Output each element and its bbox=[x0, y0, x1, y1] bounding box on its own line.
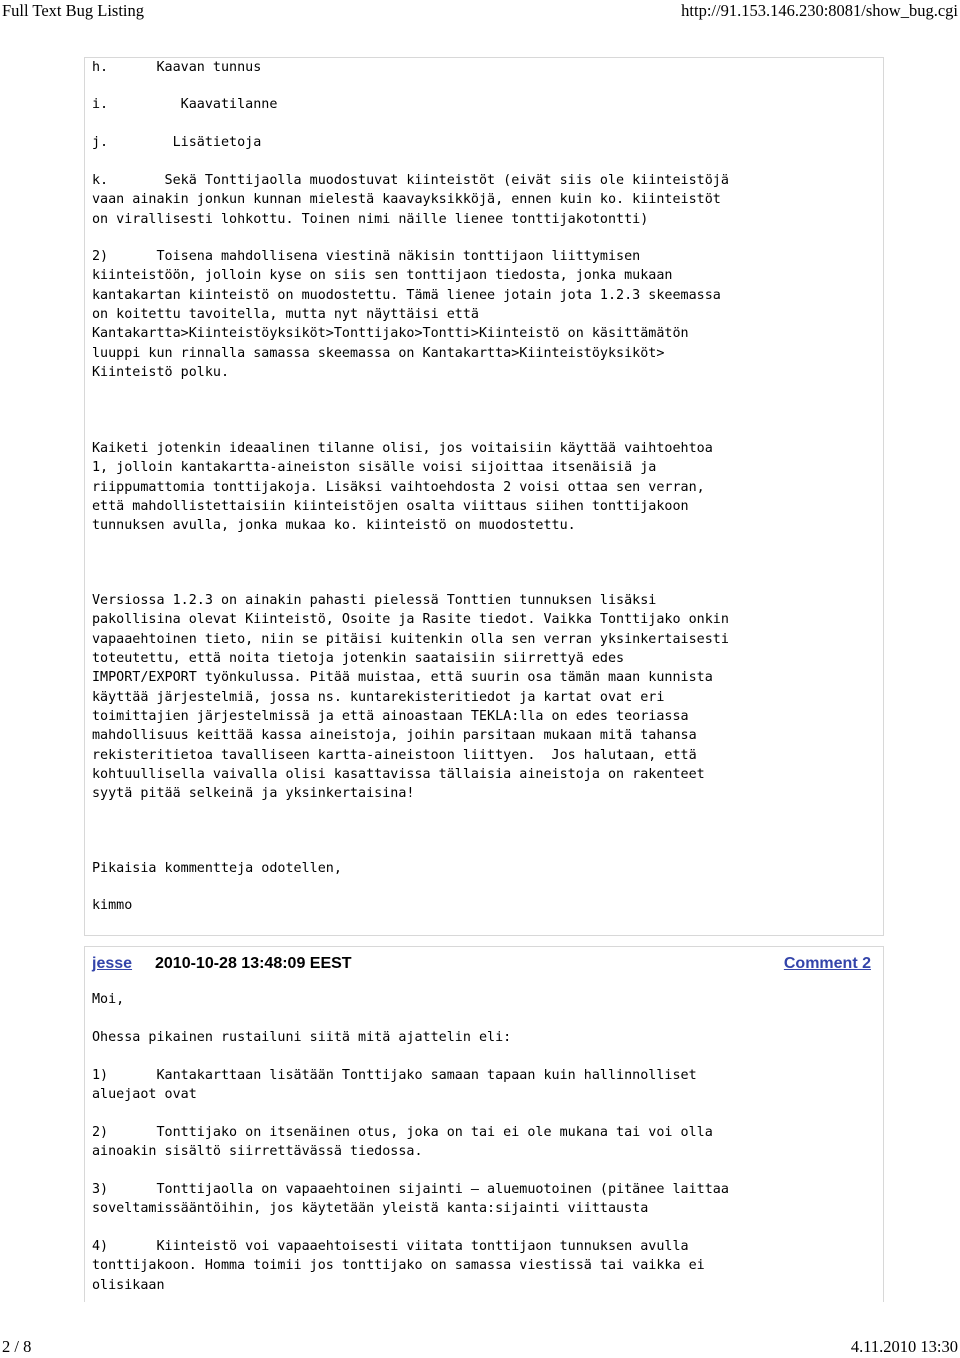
print-datetime: 4.11.2010 13:30 bbox=[850, 1337, 958, 1356]
comment-1-closing: Pikaisia kommentteja odotellen, bbox=[92, 861, 342, 876]
comment-2-item-3: 3) Tonttijaolla on vapaaehtoinen sijainti – aluemuotoinen (pitänee laittaa soveltamissääntöihin, jos käytetään yleistä kanta:sijainti viittausta bbox=[92, 1182, 729, 1217]
comment-1-line-j: j. Lisätietoja bbox=[92, 135, 262, 150]
print-header bbox=[0, 0, 960, 22]
comment-1-signature: kimmo bbox=[92, 898, 133, 913]
comment-1-para-version: Versiossa 1.2.3 on ainakin pahasti pielessä Tonttien tunnuksen lisäksi pakollisina olevat Kiinteistö, Osoite ja Rasite tiedot. Vaikka Tonttijako onkin vapaaehtoinen tieto, niin se pitäisi kuitenkin olla sen verran yksinkertaisesti toteutettu, että noita tietoja jotenkin saataisiin siirrettyä edes IMPORT/EXPORT työnkulussa. Pitää muistaa, että suurin osa tämän maan kunnista käyttää järjestelmiä, jossa ns. kuntarekisteritiedot ja kartat ovat eri toimittajien järjestelmissä ja että ainoastaan TEKLA:lla on edes teoriassa mahdollisuus keittää kassa aineistoja, joihin parsitaan mukaan mitä tahansa rekisteritietoa tavalliseen kartta-aineistoon liittyen. Jos halutaan, että kohtuullisella vaivalla olisi kasattavissa tällaisia aineistoja on rakenteet syytä pitää selkeinä ja yksinkertaisina! bbox=[92, 593, 729, 802]
page-title: Full Text Bug Listing bbox=[2, 1, 145, 20]
comment-2-greeting: Moi, bbox=[92, 992, 125, 1007]
comment-2-header bbox=[92, 955, 871, 977]
comment-timestamp: 2010-10-28 13:48:09 EEST bbox=[155, 955, 352, 972]
comment-2-item-1: 1) Kantakarttaan lisätään Tonttijako samaan tapaan kuin hallinnolliset aluejaot ovat bbox=[92, 1068, 697, 1103]
comment-2-box bbox=[84, 946, 884, 1302]
page-number: 2 / 8 bbox=[2, 1337, 32, 1356]
comment-1-line-i: i. Kaavatilanne bbox=[92, 97, 278, 112]
print-footer bbox=[0, 1336, 960, 1358]
comment-1-line-h: h. Kaavan tunnus bbox=[92, 60, 262, 75]
comment-number-link[interactable]: Comment 2 bbox=[783, 955, 871, 972]
comment-2-intro: Ohessa pikainen rustailuni siitä mitä ajattelin eli: bbox=[92, 1030, 512, 1045]
page-url: http://91.153.146.230:8081/show_bug.cgi bbox=[681, 1, 958, 20]
comment-2-item-2: 2) Tonttijako on itsenäinen otus, joka on tai ei ole mukana tai voi olla ainoakin sisältö siirrettävässä tiedossa. bbox=[92, 1125, 713, 1160]
comment-2-item-4: 4) Kiinteistö voi vapaaehtoisesti viitata tonttijaon tunnuksen avulla tonttijakoon. Homma toimii jos tonttijako on samassa viestissä tai vaikka ei olisikaan bbox=[92, 1239, 705, 1293]
comment-author-link[interactable]: jesse bbox=[92, 955, 133, 972]
comment-1-para-2: 2) Toisena mahdollisena viestinä näkisin tonttijaon liittymisen kiinteistöön, jolloin kyse on siis sen tonttijaon tiedosta, jonka mukaan kantakartan kiinteistö on muodostettu. Tämä lienee jotain jota 1.2.3 skeemassa on koitettu tavoitella, mutta nyt näyttäisi että Kantakartta>Kiinteistöyksiköt>Tonttijako>Tontti>Kiinteistö on käsittämätön luuppi kun rinnalla samassa skeemassa on Kantakartta>Kiinteistöyksiköt> Kiinteistö polku. bbox=[92, 249, 721, 381]
comment-1-para-k: k. Sekä Tonttijaolla muodostuvat kiinteistöt (eivät siis ole kiinteistöjä vaan ainakin jonkun kunnan mielestä kaavayksikköjä, ennen kuin ko. kiinteistöt on virallisesti lohkottu. Toinen nimi näille lienee tonttijakotontti) bbox=[92, 173, 729, 227]
comment-1-para-ideal: Kaiketi jotenkin ideaalinen tilanne olisi, jos voitaisiin käyttää vaihtoehtoa 1, jolloin kantakartta-aineiston sisälle voisi sijoittaa itsenäisiä ja riippumattomia tonttijakoja. Lisäksi vaihtoehdosta 2 voisi ottaa sen verran, että mahdollistettaisiin kiinteistöjen osalta viittaus siihen tonttijakoon tunnuksen avulla, jonka mukaa ko. kiinteistö on muodostettu. bbox=[92, 441, 713, 534]
comment-1-box bbox=[84, 57, 884, 936]
